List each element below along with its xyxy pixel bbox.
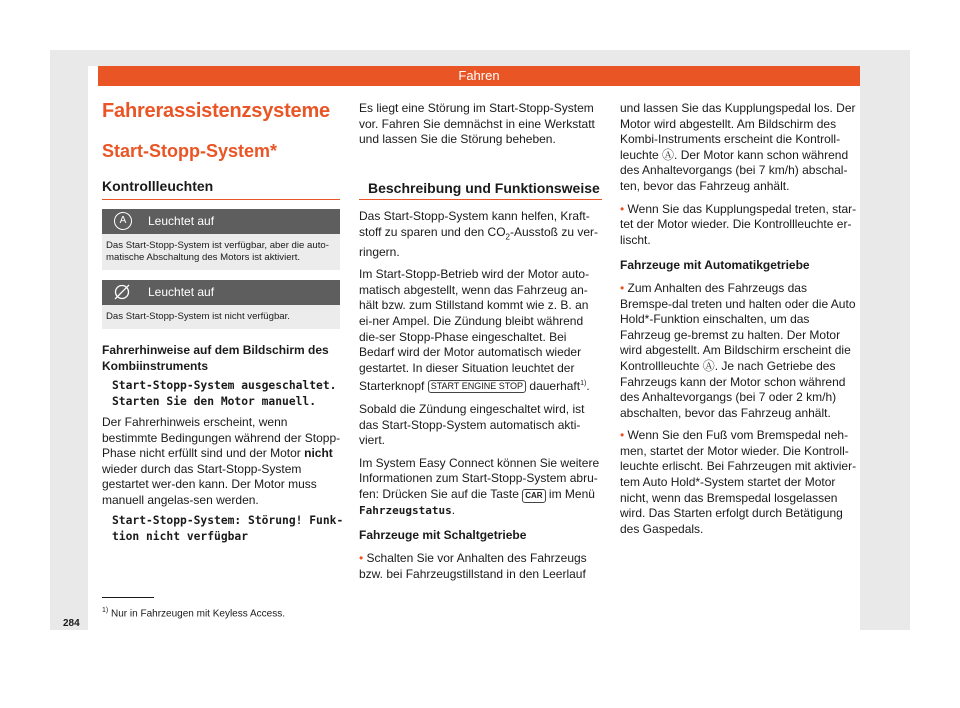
section-rule xyxy=(102,199,340,200)
text-part: Der Fahrerhinweis erscheint, wenn bestimmte Bedingungen während der Stopp-Phase nicht erfüllt sind und der Motor xyxy=(102,415,341,461)
section-rule xyxy=(359,199,602,200)
section-heading-fahrerhinweise: Fahrerhinweise auf dem Bildschirm des Kombiinstruments xyxy=(102,343,329,373)
section-heading-beschreibung: Beschreibung und Funktionsweise xyxy=(368,180,600,196)
footnote-text: Nur in Fahrzeugen mit Keyless Access. xyxy=(111,608,285,620)
menu-name: Fahrzeugstatus xyxy=(359,503,452,517)
text-part: Im System Easy Connect können Sie weitere Informationen zum Start-Stopp-System abru-fen: Drücken Sie auf die Taste xyxy=(359,455,600,501)
lamp-status-1: Leuchtet auf xyxy=(148,214,215,228)
footnote xyxy=(102,607,285,619)
paragraph: und lassen Sie das Kupplungspedal los. Der Motor wird abgestellt. Am Bildschirm des Kombi-Instruments erscheint die Kontroll-leuchte Ⓐ. Der Motor kann schon während des Anhaltevorgangs (bei 7 km/h) abschal-ten, bevor das Fahrzeug anhält. xyxy=(620,101,856,193)
lamp-status-2: Leuchtet auf xyxy=(148,285,215,299)
driver-message-1-explanation xyxy=(102,415,342,509)
lamp-header-2 xyxy=(102,280,340,305)
bullet-icon: • xyxy=(620,280,625,295)
bullet-item xyxy=(359,551,604,582)
subscript: 2 xyxy=(505,231,510,241)
bullet-icon: • xyxy=(359,551,364,566)
sub-heading-automatikgetriebe: Fahrzeuge mit Automatikgetriebe xyxy=(620,258,810,273)
text-part: im Menü xyxy=(545,486,595,501)
lamp-description-2: Das Start-Stopp-System ist nicht verfügbar. xyxy=(102,305,340,329)
text-part: -Ausstoß zu ver-ringern. xyxy=(359,224,599,259)
section-heading-kontrollleuchten: Kontrollleuchten xyxy=(102,178,214,194)
footnote-mark: 1) xyxy=(102,607,109,614)
footnote-rule xyxy=(102,597,154,598)
text-part: wieder durch das Start-Stopp-System gestartet wer-den kann. Der Motor muss manuell angelas-sen werden. xyxy=(102,461,317,507)
text-part: dauerhaft xyxy=(526,379,581,394)
text-part: Zum Anhalten des Fahrzeugs das Bremspe-dal treten und halten oder die Auto Hold*-Funktion einschalten, um das Fahrzeug ge-bremst zu halten. Der Motor wird abgestellt. Am Bildschirm erscheint die Kontrollleuchte Ⓐ. Je nach Getriebe des Fahrzeugs kann der Motor schon während des Anhaltevorgangs (bei 7 oder 2 km/h) abschalten, bevor das Fahrzeug anhält. xyxy=(620,280,856,420)
driver-message-1: Start-Stopp-System ausgeschaltet. Starten Sie den Motor manuell. xyxy=(112,379,337,408)
start-stop-letter-a-icon: A xyxy=(114,212,132,230)
bullet-item xyxy=(620,202,858,249)
bullet-icon: • xyxy=(620,428,625,443)
lamp-description-1: Das Start-Stopp-System ist verfügbar, aber die auto-matische Abschaltung des Motors ist aktiviert. xyxy=(102,234,340,270)
lamp-header-1 xyxy=(102,209,340,234)
bullet-item xyxy=(620,428,858,537)
page-title: Fahrerassistenzsysteme xyxy=(102,100,330,122)
paragraph: Sobald die Zündung eingeschaltet wird, ist das Start-Stopp-System automatisch akti-viert. xyxy=(359,401,585,448)
page-number: 284 xyxy=(63,618,80,629)
bullet-icon: • xyxy=(620,201,625,216)
start-stop-crossed-icon xyxy=(113,283,131,301)
driver-message-2: Start-Stopp-System: Störung! Funk-tion nicht verfügbar xyxy=(112,514,344,543)
car-button-icon: CAR xyxy=(522,489,545,503)
text-part: . xyxy=(586,379,590,394)
text-part: Schalten Sie vor Anhalten des Fahrzeugs bzw. bei Fahrzeugstillstand in den Leerlauf xyxy=(359,551,587,581)
text-part: . xyxy=(451,502,456,517)
page-subtitle: Start-Stopp-System* xyxy=(102,141,278,161)
footnote-ref: 1) xyxy=(580,380,587,388)
bullet-item xyxy=(620,281,858,421)
text-part: Das Start-Stopp-System kann helfen, Kraft-stoff zu sparen und den CO xyxy=(359,209,590,239)
sub-heading-schaltgetriebe: Fahrzeuge mit Schaltgetriebe xyxy=(359,528,527,543)
chapter-header: Fahren xyxy=(98,66,860,86)
malfunction-intro: Es liegt eine Störung im Start-Stopp-System vor. Fahren Sie demnächst in eine Werkstatt und lassen Sie die Störung beheben. xyxy=(359,101,595,147)
column-3-body xyxy=(620,101,858,544)
text-bold: nicht xyxy=(304,446,333,461)
paragraph xyxy=(359,209,604,260)
paragraph xyxy=(359,456,604,519)
text-part: Wenn Sie den Fuß vom Bremspedal neh-men, startet der Motor wieder. Die Kontroll-leuchte erlischt. Bei Fahrzeugen mit aktivier-tem Auto Hold*-System startet der Motor nicht, wenn das Bremspedal losgelassen wird. Das Starten erfolgt durch Betätigung des Gaspedals. xyxy=(620,428,857,536)
text-part: Wenn Sie das Kupplungspedal treten, star-tet der Motor wieder. Die Kontrollleuchte er-lischt. xyxy=(620,201,857,247)
paragraph xyxy=(359,267,604,395)
description-body xyxy=(359,209,604,589)
text-part: Im Start-Stopp-Betrieb wird der Motor auto-matisch abgestellt, wenn das Fahrzeug an-hält bzw. zum Stillstand kommt wie z. B. an ei-ner Ampel. Die Zündung bleibt während die-ser Stopp-Phase eingeschaltet. Bei Bedarf wird der Motor automatisch wieder gestartet. In dieser Situation leuchtet der Starterknopf xyxy=(359,267,590,394)
start-engine-stop-button-symbol: START ENGINE STOP xyxy=(428,380,526,393)
